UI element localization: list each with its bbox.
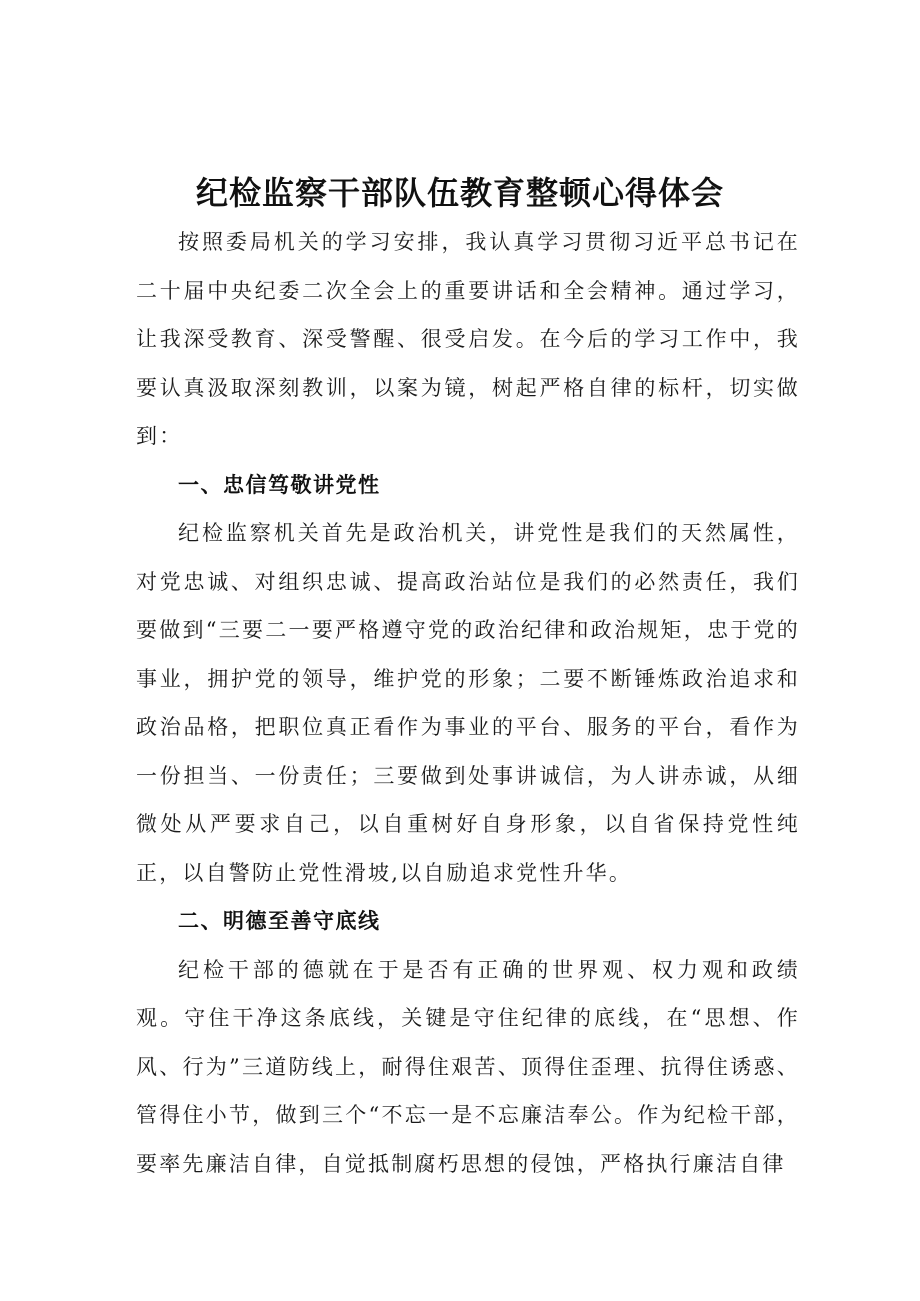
section-paragraph-2: 纪检干部的德就在于是否有正确的世界观、权力观和政绩观。守住干净这条底线，关键是守住纪律的底线，在“思想、作风、行为”三道防线上，耐得住艰苦、顶得住歪理、抗得住诱惑、管得住小节，做到三个“不忘一是不忘廉洁奉公。作为纪检干部，要率先廉洁自律，自觉抵制腐朽思想的侵蚀，严格执行廉洁自律 — [136, 957, 800, 1176]
section-heading-1: 一、忠信笃敬讲党性 — [178, 472, 381, 497]
intro-paragraph: 按照委局机关的学习安排，我认真学习贯彻习近平总书记在二十届中央纪委二次全会上的重要讲话和全会精神。通过学习，让我深受教育、深受警醒、很受启发。在今后的学习工作中，我要认真汲取深刻教训，以案为镜，树起严格自律的标杆，切实做到： — [136, 230, 800, 448]
document-body — [136, 218, 800, 1188]
section-heading-2: 二、明德至善守底线 — [178, 909, 381, 933]
document-title: 纪检监察干部队伍教育整顿心得体会 — [195, 174, 724, 213]
section-paragraph-1: 纪检监察机关首先是政治机关，讲党性是我们的天然属性，对党忠诚、对组织忠诚、提高政治站位是我们的必然责任，我们要做到“三要二一要严格遵守党的政治纪律和政治规矩，忠于党的事业，拥护党的领导，维护党的形象；二要不断锤炼政治追求和政治品格，把职位真正看作为事业的平台、服务的平台，看作为一份担当、一份责任；三要做到处事讲诚信，为人讲赤诚，从细微处从严要求自己，以自重树好自身形象，以自省保持党性纯正，以自警防止党性滑坡,以自励追求党性升华。 — [136, 521, 800, 885]
